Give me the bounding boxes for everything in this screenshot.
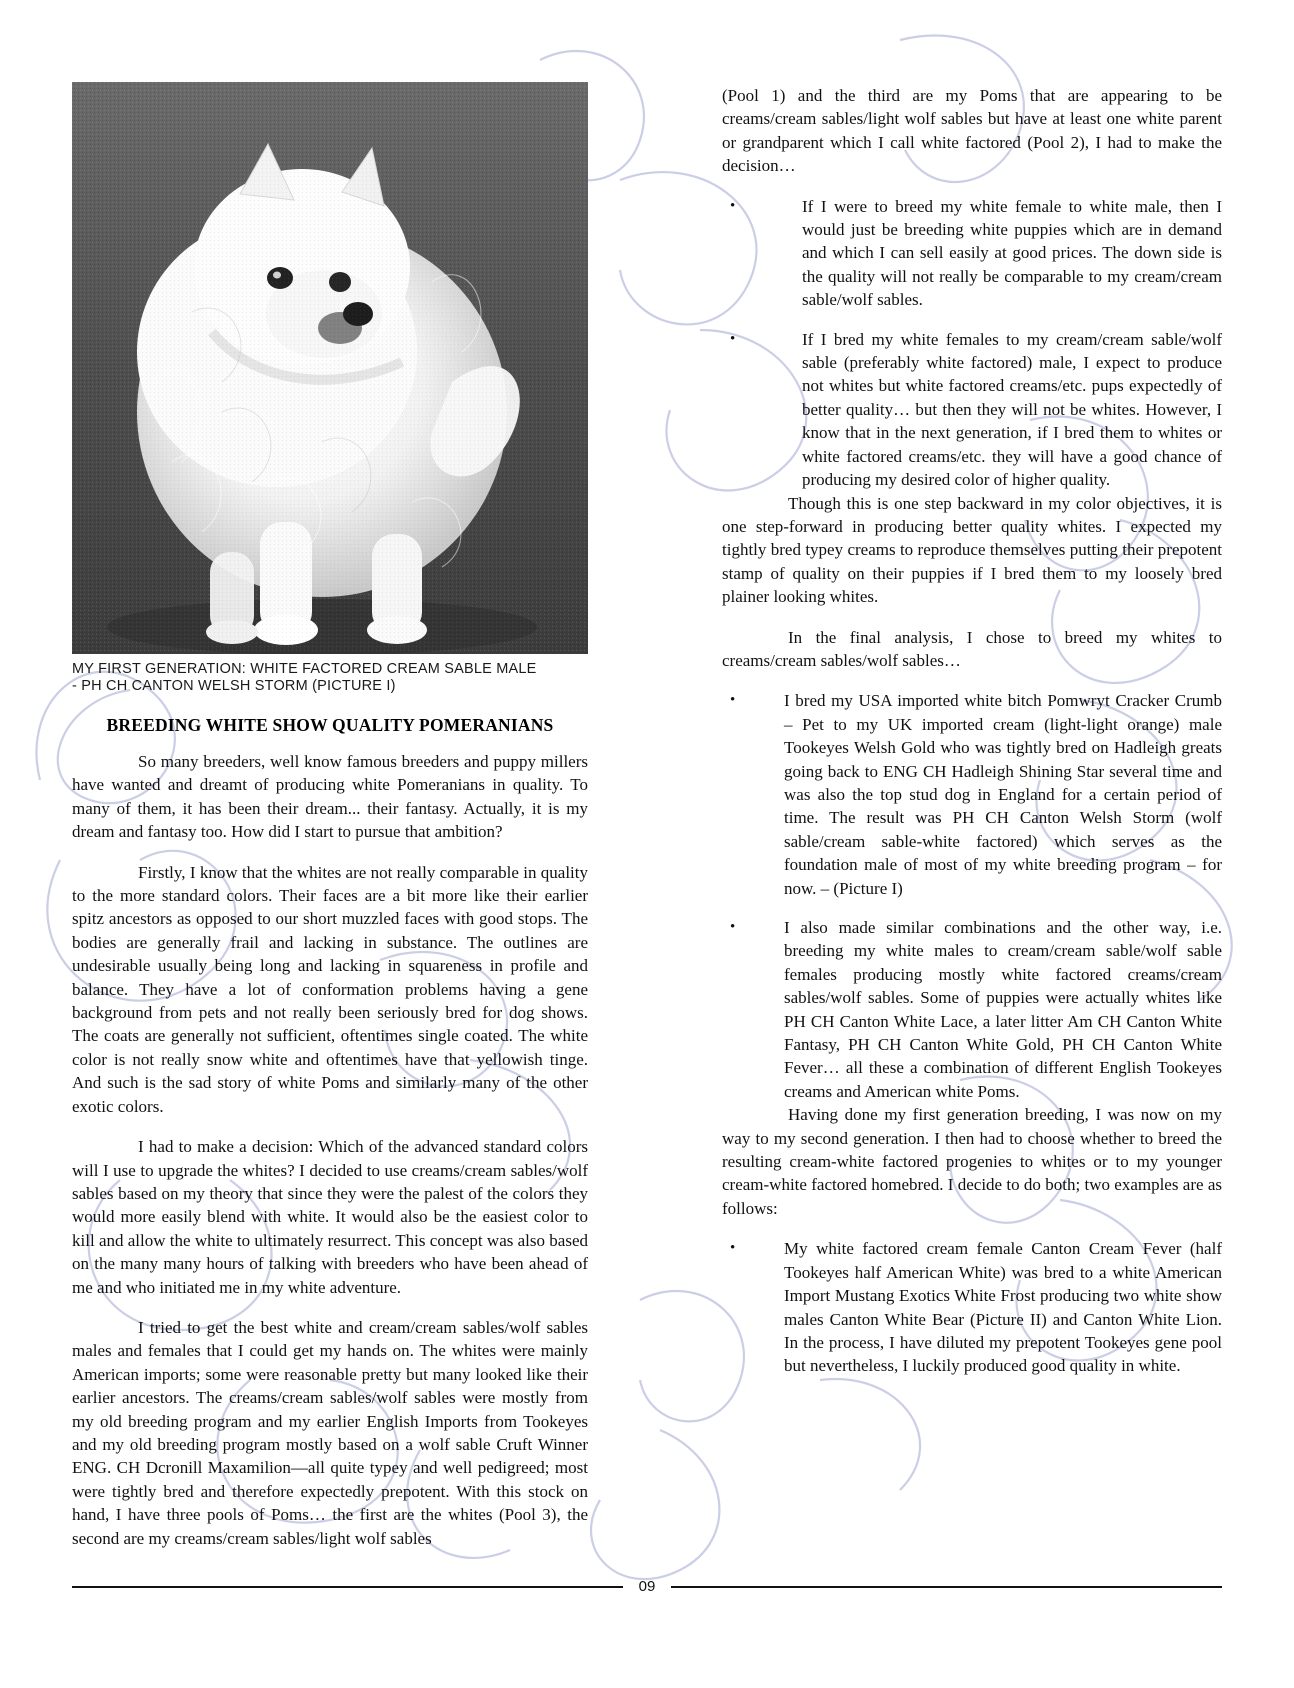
page-footer — [72, 1578, 1222, 1595]
footer-rule-left — [72, 1586, 623, 1588]
bullet-text: If I were to breed my white female to white male, then I would just be breeding white puppies which are in demand and which I can sell easily at good prices. The down side is the quality will not really be comparable to my cream/cream sable/wolf sables. — [802, 196, 1222, 310]
photo-caption-line-2: - PH CH CANTON WELSH STORM (PICTURE I) — [72, 678, 396, 694]
left-paragraph-3: I had to make a decision: Which of the advanced standard colors will I use to upgrade the whites? I decided to use creams/cream sables/wolf sables based on my theory that since they were the palest of the colors they would more easily blend with white. It would also be the easiest color to kill and allow the white to ultimately resurrect. This concept was also based on the many many hours of talking with breeders who have been ahead of me and who initiated me in my white adventure. — [72, 1137, 588, 1297]
bullet-text: If I bred my white females to my cream/cream sable/wolf sable (preferably white factored) male, I expect to produce not whites but white factored creams/etc. pups expectedly of better quality… but then they will not be whites. However, I know that in the next generation, if I bred them to whites or white factored creams/etc. they will have a good chance of producing my desired color of higher quality. — [802, 329, 1222, 490]
footer-rule-right — [671, 1586, 1222, 1588]
right-column — [722, 84, 1222, 1378]
pomeranian-photograph — [72, 82, 588, 654]
bullet-item — [722, 916, 1222, 1103]
bullet-text: I bred my USA imported white bitch Pomwryt Cracker Crumb – Pet to my UK imported cream (light-light orange) male Tookeyes Welsh Gold who was tightly bred on Hadleigh greats going back to ENG CH Hadleigh Shining Star several time and was also the top stud dog in England for a certain period of time. The result was PH CH Canton Welsh Storm (wolf sable/cream sable-white factored) which serves as the foundation male of most of my white breeding program – for now. – (Picture I) — [784, 691, 1222, 898]
bullet-glyph: • — [730, 1240, 736, 1257]
page-number: 09 — [638, 1578, 656, 1595]
right-paragraph-3: In the final analysis, I chose to breed my whites to creams/cream sables/wolf sables… — [722, 627, 1222, 670]
left-column — [72, 82, 588, 1567]
left-paragraph-1: So many breeders, well know famous breeders and puppy millers have wanted and dreamt of producing white Pomeranians in quality. To many of them, it has been their dream... their fantasy. Actually, it is my dream and fantasy too. How did I start to pursue that ambition? — [72, 752, 588, 842]
bullet-item — [722, 1237, 1222, 1377]
right-paragraph-2: Though this is one step backward in my color objectives, it is one step-forward in producing better quality whites. I expected my tightly bred typey creams to reproduce themselves putting their prepotent stamp of quality on their puppies if I bred them to my loosely bred plainer looking whites. — [722, 493, 1222, 607]
bullet-glyph: • — [730, 692, 736, 709]
photo-graphic — [72, 82, 588, 654]
bullet-item — [722, 195, 1222, 312]
bullet-glyph: • — [730, 919, 736, 935]
left-paragraph-4: I tried to get the best white and cream/cream sables/wolf sables males and females that I could get my hands on. The whites were mainly American imports; some were reasonable pretty but many looked like their earlier ancestors. The creams/cream sables/wolf sables were mostly from my old breeding program and my earlier English Imports from Tookeyes and my old breeding program mostly based on a wolf sable Cruft Winner ENG. CH Dcronill Maxamilion—all quite typey and well pedigreed; most were tightly bred and therefore expectedly prepotent. With this stock on hand, I have three pools of Poms… the first are the whites (Pool 3), the second are my creams/cream sables/light wolf sables — [72, 1317, 588, 1548]
photo-caption-line-1: MY FIRST GENERATION: WHITE FACTORED CREAM SABLE MALE — [72, 661, 537, 677]
bullet-glyph: • — [730, 330, 736, 347]
left-paragraph-2: Firstly, I know that the whites are not really comparable in quality to the more standard colors. Their faces are a bit more like their earlier spitz ancestors as opposed to our short muzzled faces with good stops. The bodies are generally frail and lacking in substance. The outlines are undesirable usually being long and lacking in squareness in profile and balance. They have a lot of conformation problems having a gene background from pets and not really been seriously bred for dog shows. The coats are generally not sufficient, oftentimes single coated. The white color is not really snow white and oftentimes have that yellowish tinge. And such is the sad story of white Poms and similarly many of the other exotic colors. — [72, 862, 588, 1116]
photo-caption — [72, 661, 588, 695]
right-paragraph-4: Having done my first generation breeding, I was now on my way to my second generation. I then had to choose whether to breed the resulting cream-white factored progenies to whites or to my younger cream-white factored homebred. I decide to do both; two examples are as follows: — [722, 1105, 1222, 1218]
bullet-item — [722, 328, 1222, 492]
bullet-text: My white factored cream female Canton Cream Fever (half Tookeyes half American White) was bred to a white American Import Mustang Exotics White Frost producing two white show males Canton White Bear (Picture II) and Canton White Lion. In the process, I have diluted my prepotent Tookeyes gene pool but nevertheless, I luckily produced good quality in white. — [784, 1239, 1222, 1376]
article-title: BREEDING WHITE SHOW QUALITY POMERANIANS — [106, 715, 554, 735]
bullet-text: I also made similar combinations and the other way, i.e. breeding my white males to cream/cream sable/wolf sable females producing mostly white factored creams/cream sables/wolf sables. Some of puppies were actually whites like PH CH Canton White Lace, a later litter Am CH Canton White Fantasy, PH CH Canton White Gold, PH CH Canton White Fever… all these a combination of different English Tookeyes creams and American white Poms. — [784, 918, 1222, 1101]
right-paragraph-intro: (Pool 1) and the third are my Poms that are appearing to be creams/cream sables/light wolf sables but have at least one white parent or grandparent which I call white factored (Pool 2), I had to make the decision… — [722, 86, 1222, 176]
bullet-glyph: • — [730, 197, 736, 214]
bullet-item — [722, 689, 1222, 900]
